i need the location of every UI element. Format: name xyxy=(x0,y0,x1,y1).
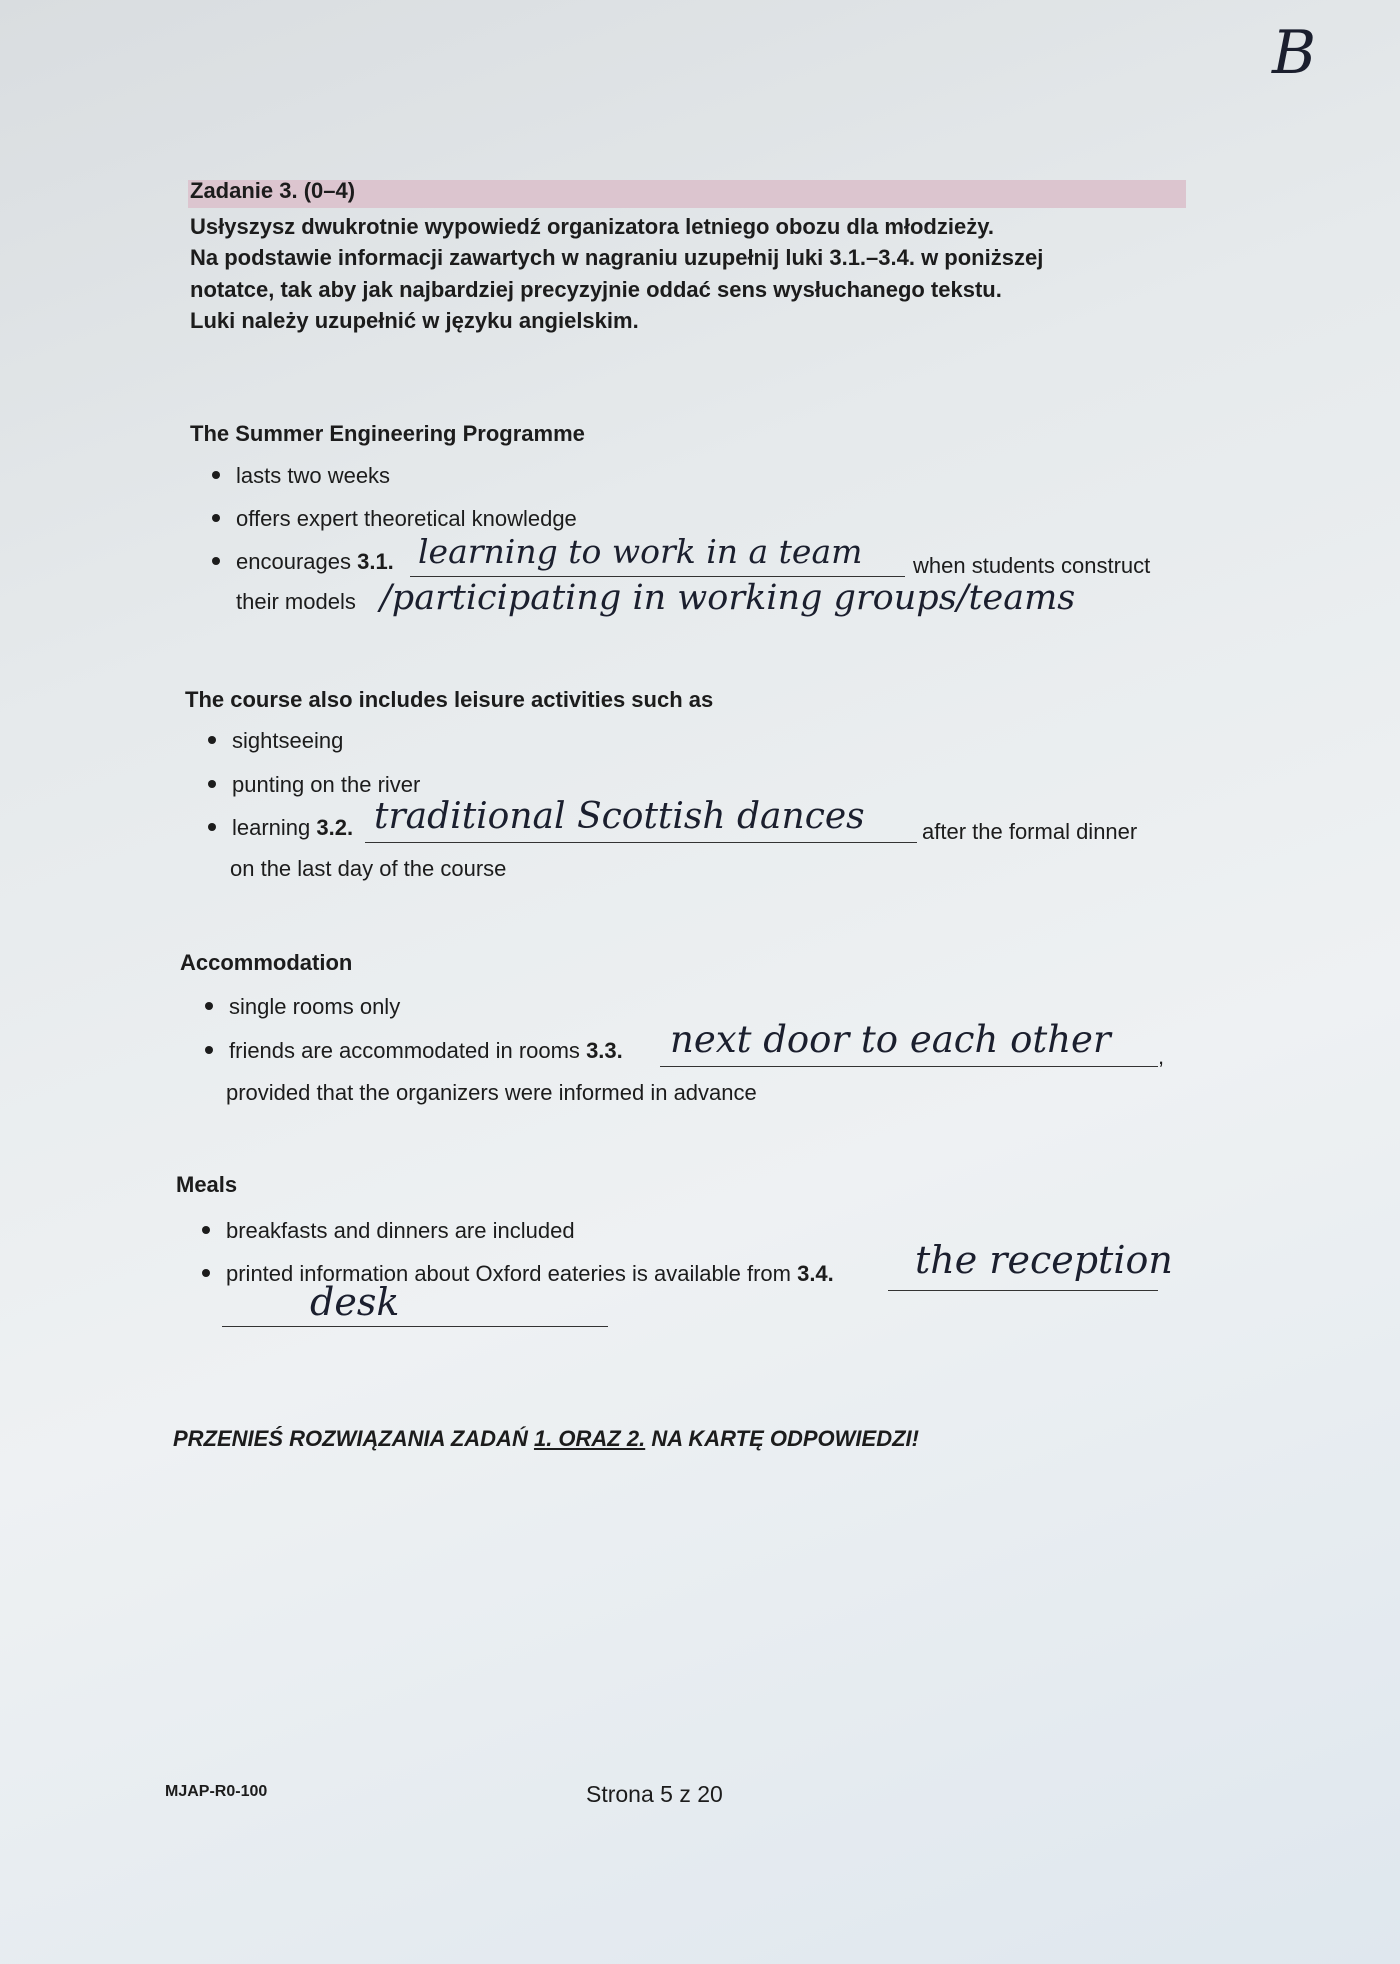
bullet-icon xyxy=(205,1002,213,1010)
answer-3-4-continued[interactable]: desk xyxy=(310,1280,400,1324)
bullet-icon xyxy=(202,1269,210,1277)
list-item-continuation: their models xyxy=(236,589,356,614)
list-item: offers expert theoretical knowledge xyxy=(212,506,577,532)
corner-mark: B xyxy=(1272,18,1317,88)
answer-line-3-1 xyxy=(410,576,905,577)
transfer-answers-instruction: PRZENIEŚ ROZWIĄZANIA ZADAŃ 1. ORAZ 2. NA KARTĘ ODPOWIEDZI! xyxy=(173,1426,919,1451)
bullet-icon xyxy=(208,780,216,788)
bullet-icon xyxy=(208,823,216,831)
bullet-icon xyxy=(208,736,216,744)
list-item-continuation: on the last day of the course xyxy=(230,856,507,881)
exam-code: MJAP-R0-100 xyxy=(165,1783,268,1800)
section-heading-programme: The Summer Engineering Programme xyxy=(190,421,585,446)
answer-line-3-4-continued xyxy=(222,1326,608,1327)
bullet-icon xyxy=(212,514,220,522)
list-item: friends are accommodated in rooms 3.3. xyxy=(205,1038,623,1064)
instruction-line-2: Na podstawie informacji zawartych w nagraniu uzupełnij luki 3.1.–3.4. w poniższej xyxy=(190,245,1044,270)
list-item: breakfasts and dinners are included xyxy=(202,1218,575,1244)
bullet-icon xyxy=(212,557,220,565)
list-item: learning 3.2. xyxy=(208,815,353,841)
answer-line-3-2 xyxy=(365,842,917,843)
list-item: punting on the river xyxy=(208,772,420,798)
list-item: single rooms only xyxy=(205,994,400,1020)
answer-3-3[interactable]: next door to each other xyxy=(670,1018,1111,1061)
page-number: Strona 5 z 20 xyxy=(586,1781,723,1807)
bullet-icon xyxy=(202,1226,210,1234)
list-item: lasts two weeks xyxy=(212,463,390,489)
bullet-icon xyxy=(212,471,220,479)
answer-3-1-continued[interactable]: /participating in working groups/teams xyxy=(380,578,1076,618)
instruction-line-1: Usłyszysz dwukrotnie wypowiedź organizatora letniego obozu dla młodzieży. xyxy=(190,214,994,239)
task-title: Zadanie 3. (0–4) xyxy=(190,178,356,203)
answer-line-3-4 xyxy=(888,1290,1158,1291)
list-item-continuation: when students construct xyxy=(913,553,1151,578)
answer-3-4[interactable]: the reception xyxy=(915,1238,1173,1282)
bullet-icon xyxy=(205,1046,213,1054)
list-item: sightseeing xyxy=(208,728,343,754)
section-heading-leisure: The course also includes leisure activities such as xyxy=(185,687,714,712)
list-item: printed information about Oxford eateries is available from 3.4. xyxy=(202,1261,834,1287)
instruction-line-4: Luki należy uzupełnić w języku angielskim. xyxy=(190,308,639,333)
instruction-line-3: notatce, tak aby jak najbardziej precyzyjnie oddać sens wysłuchanego tekstu. xyxy=(190,277,1002,302)
list-item-continuation: provided that the organizers were informed in advance xyxy=(226,1080,757,1105)
section-heading-accommodation: Accommodation xyxy=(180,950,353,975)
answer-line-3-3 xyxy=(660,1066,1158,1067)
answer-3-2[interactable]: traditional Scottish dances xyxy=(374,796,865,837)
list-item-continuation: , xyxy=(1158,1044,1165,1069)
list-item: encourages 3.1. xyxy=(212,549,394,575)
answer-3-1[interactable]: learning to work in a team xyxy=(418,532,863,571)
list-item-continuation: after the formal dinner xyxy=(922,819,1138,844)
section-heading-meals: Meals xyxy=(176,1172,238,1197)
